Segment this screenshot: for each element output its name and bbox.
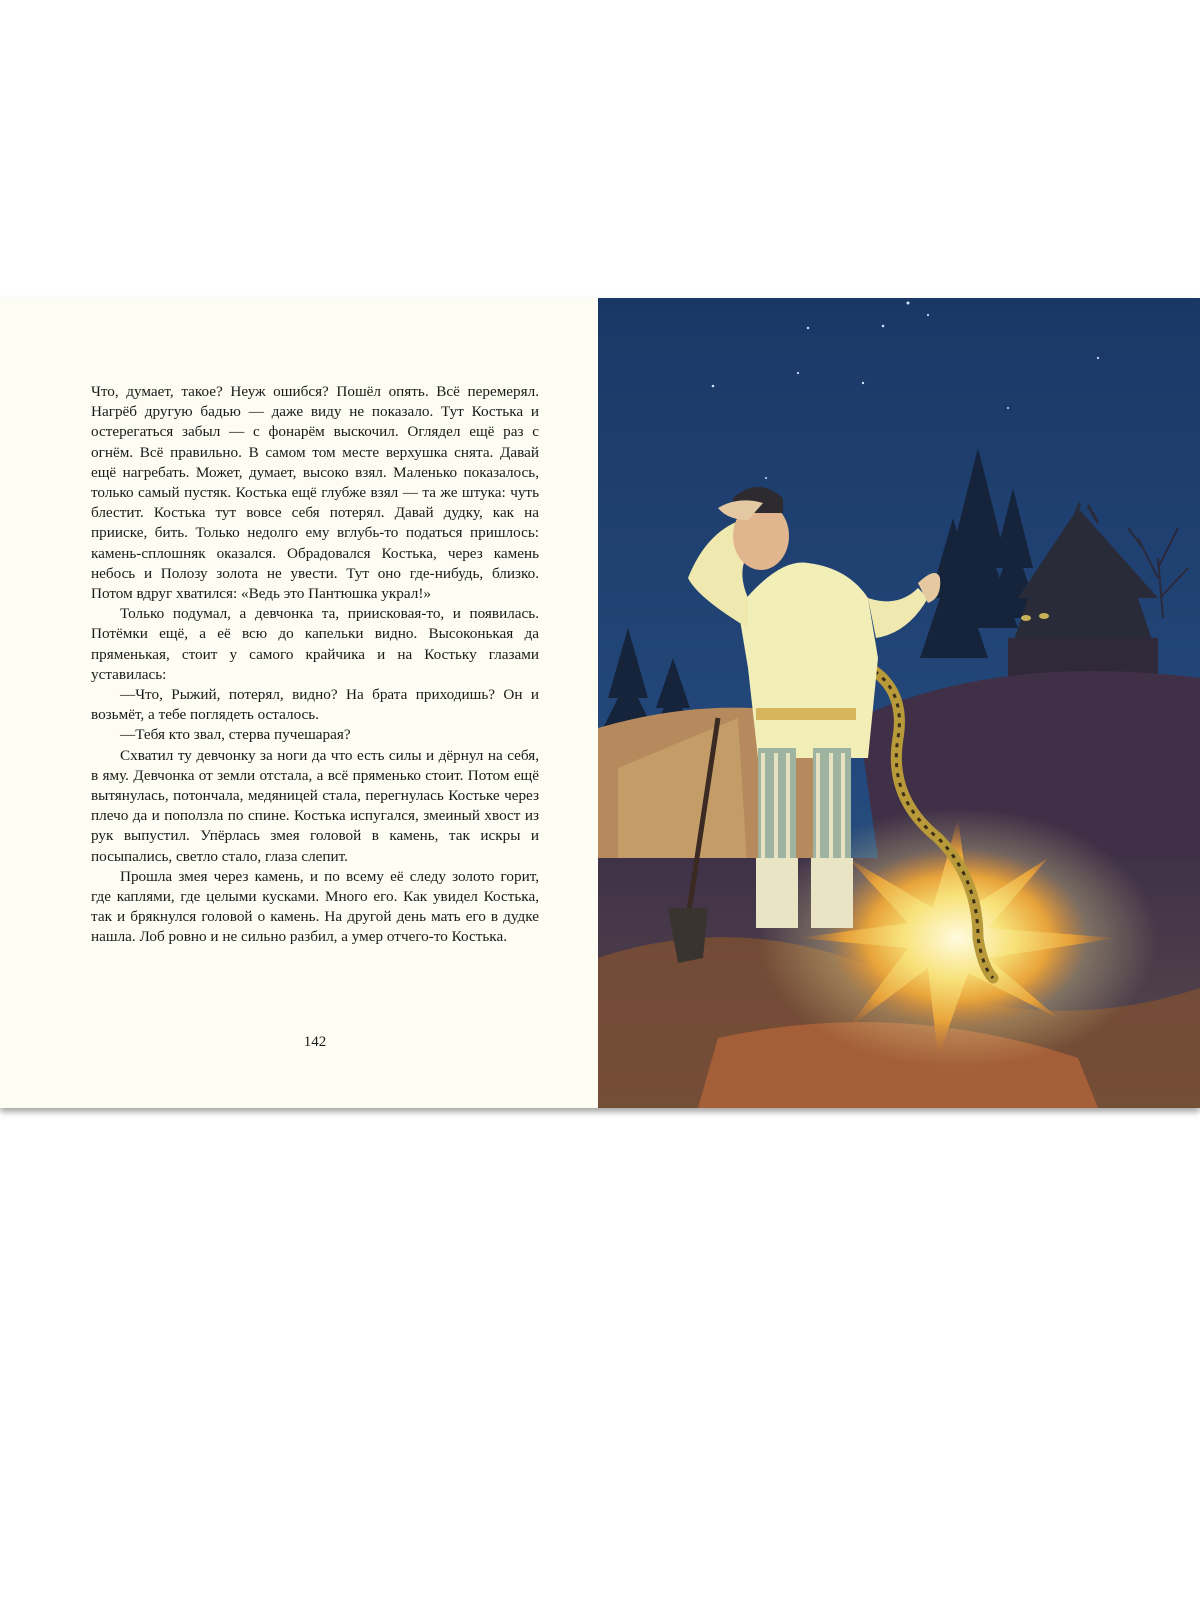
book-spread [0,298,1200,1108]
paragraph-6: Прошла змея через камень, и по всему её следу золото горит, где каплями, где целыми кусками. Много его. Как увидел Костька, так и брякнулся головой о камень. На другой день мать его в дудке нашла. Лоб ровно и не сильно разбил, а умер отчего-то Костька. [91,867,539,946]
illustration [598,298,1200,1108]
paragraph-4: —Тебя кто звал, стерва пучешарая? [120,726,351,744]
paragraph-2: Только подумал, а девчонка та, приисковая-то, и появилась. Потёмки ещё, а её всю до капельки видно. Высоконькая да пряменькая, стоит у самого крайчика и на Костьку глазами уставилась: [91,605,539,683]
illustration-page [598,298,1200,1108]
text-block [91,382,539,948]
paragraph-3: —Что, Рыжий, потерял, видно? На брата приходишь? Он и возьмёт, а тебе поглядеть осталось. [91,686,539,724]
paragraph-1: Что, думает, такое? Неуж ошибся? Пошёл опять. Всё перемерял. Нагрёб другую бадью — даже виду не показало. Тут Костька и остерегаться забыл — с фонарём выскочил. Оглядел ещё раз с огнём. Всё правильно. В самом том месте верхушка снята. Давай ещё нагребать. Может, думает, высоко взял. Маленько показалось, только самый пустяк. Костька ещё глубже взял — та же штука: чуть блестит. Костька тут вовсе себя потерял. Давай дудку, как на прииске, бить. Только недолго ему вглубь-то податься пришлось: камень-сплошняк оказался. Обрадовался Костька, через камень небось и Полозу золота не увести. Тут оно где-нибудь, близко. Потом вдруг хватился: «Ведь это Пантюшка украл!» [91,383,539,603]
paragraph-5: Схватил ту девчонку за ноги да что есть силы и дёрнул на себя, в яму. Девчонка от земли отстала, а всё пряменько стоит. Потом ещё вытянулась, потончала, медяницей стала, перегнулась Костьке через плечо да и поползла по спине. Костька испугался, змеиный хвост из рук выпустил. Упёрлась змея головой в камень, так искры и посыпались, светло стало, глаза слепит. [91,746,539,865]
text-page [0,298,598,1108]
page-number: 142 [303,1034,327,1050]
